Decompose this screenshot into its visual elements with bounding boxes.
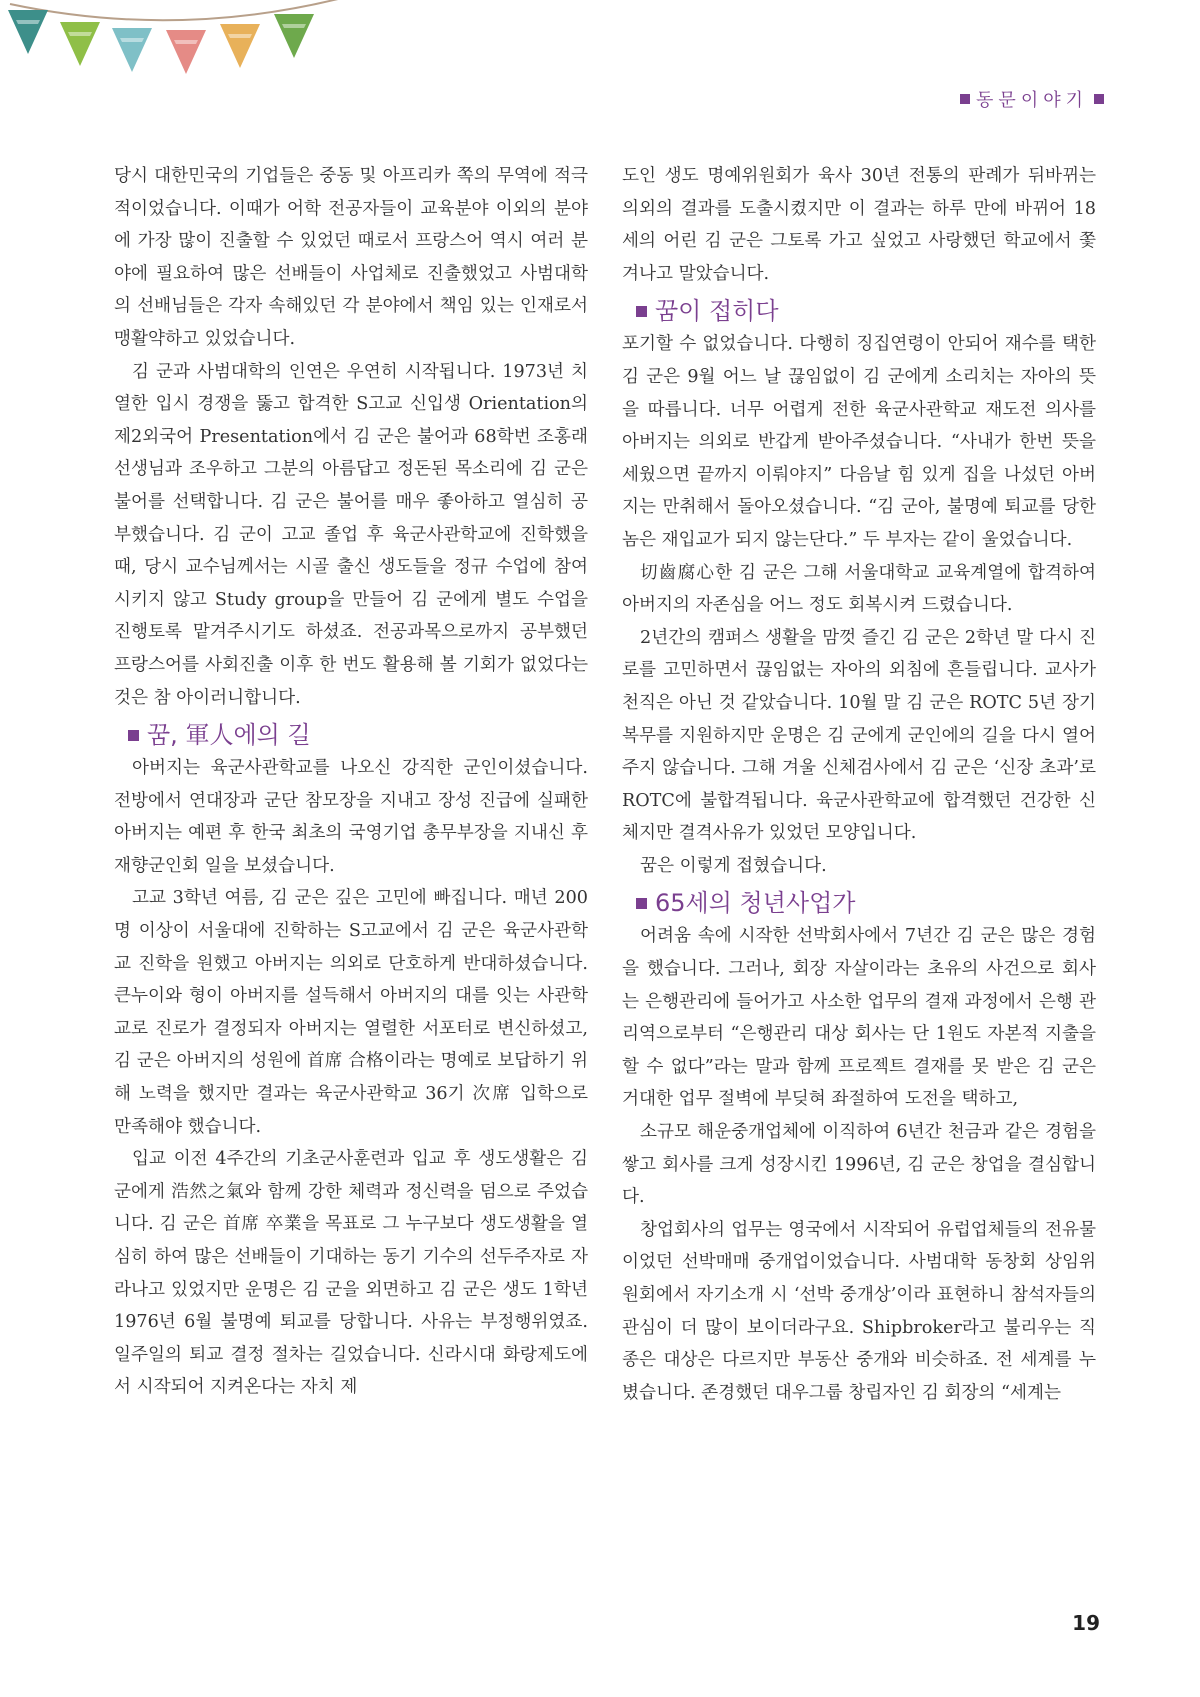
bunting-flag-pattern [68,32,92,36]
bunting-flag-pattern [120,38,144,42]
paragraph: 아버지는 육군사관학교를 나오신 강직한 군인이셨습니다. 전방에서 연대장과 군단 참모장을 지내고 장성 진급에 실패한 아버지는 예편 후 한국 최초의 국영기업 총무부장을 지내신 후 재향군인회 일을 보셨습니다. [114,758,588,876]
paragraph: 어려움 속에 시작한 선박회사에서 7년간 김 군은 많은 경험을 했습니다. 그러나, 회장 자살이라는 초유의 사건으로 회사는 은행관리에 들어가고 사소한 업무의 결재 과정에서 은행 관리역으로부터 “은행관리 대상 회사는 단 1원도 자본적 지출을 할 수 없다”라는 말과 함께 프로젝트 결재를 못 받은 김 군은 거대한 업무 절벽에 부딪혀 좌절하여 도전을 택하고, [622,926,1096,1110]
paragraph: 창업회사의 업무는 영국에서 시작되어 유럽업체들의 전유물이었던 선박매매 중개업이었습니다. 사범대학 동창회 상임위원회에서 자기소개 시 ‘선박 중개상’이라 표현하니 참석자들의 관심이 더 많이 보이더라구요. Shipbroker라고 불리우는 직종은 대상은 다르지만 부동산 중개와 비슷하죠. 전 세계를 누볐습니다. 존경했던 대우그룹 창립자인 김 회장의 “세계는 [622,1219,1096,1403]
heading-marker [636,898,647,909]
right-column [622,160,1096,1409]
paragraph: 切齒腐心한 김 군은 그해 서울대학교 교육계열에 합격하여 아버지의 자존심을 어느 정도 회복시켜 드렸습니다. [622,562,1096,616]
section-tag-label: 동문이야기 [976,90,1088,111]
bunting-flag-pattern [282,24,306,28]
bunting-flag [274,14,314,58]
section-heading [622,886,1096,920]
paragraph: 포기할 수 없었습니다. 다행히 징집연령이 안되어 재수를 택한 김 군은 9월 어느 날 끊임없이 김 군에게 소리치는 자아의 뜻을 따릅니다. 너무 어렵게 전한 육군사관학교 재도전 의사를 아버지는 의외로 반갑게 받아주셨습니다. “사내가 한번 뜻을 세웠으면 끝까지 이뤄야지” 다음날 힘 있게 집을 나섰던 아버지는 만취해서 돌아오셨습니다. “김 군아, 불명예 퇴교를 당한 놈은 재입교가 되지 않는단다.” 두 부자는 같이 울었습니다. [622,334,1096,550]
bunting-flag [8,10,48,54]
heading-marker [636,306,647,317]
paragraph: 김 군과 사범대학의 인연은 우연히 시작됩니다. 1973년 치열한 입시 경쟁을 뚫고 합격한 S고교 신입생 Orientation의 제2외국어 Presentation에서 김 군은 불어과 68학번 조홍래 선생님과 조우하고 그분의 아름답고 정돈된 목소리에 김 군은 불어를 선택합니다. 김 군은 불어를 매우 좋아하고 열심히 공부했습니다. 김 군이 고교 졸업 후 육군사관학교에 진학했을 때, 당시 교수님께서는 시골 출신 생도들을 정규 수업에 참여시키지 않고 Study group을 만들어 김 군에게 별도 수업을 진행토록 맡겨주시기도 하셨죠. 전공과목으로까지 공부했던 프랑스어를 사회진출 이후 한 번도 활용해 볼 기회가 없었다는 것은 참 아이러니합니다. [114,361,588,708]
section-tag [960,86,1104,112]
heading-text: 꿈이 접히다 [655,297,779,326]
bunting-flag [166,30,206,74]
paragraph: 입교 이전 4주간의 기초군사훈련과 입교 후 생도생활은 김 군에게 浩然之氣와 함께 강한 체력과 정신력을 덤으로 주었습니다. 김 군은 首席 卒業을 목표로 그 누구보다 생도생활을 열심히 하여 많은 선배들이 기대하는 동기 기수의 선두주자로 자라나고 있었지만 운명은 김 군을 외면하고 김 군은 생도 1학년 1976년 6월 불명예 퇴교를 당합니다. 사유는 부정행위였죠. 일주일의 퇴교 결정 절차는 길었습니다. 신라시대 화랑제도에서 시작되어 지켜온다는 자치 제 [114,1149,588,1398]
bunting-flag-pattern [174,40,198,44]
section-tag-marker-left [960,94,970,104]
paragraph: 도인 생도 명예위원회가 육사 30년 전통의 판례가 뒤바뀌는 의외의 결과를 도출시켰지만 이 결과는 하루 만에 바뀌어 18세의 어린 김 군은 그토록 가고 싶었고 사랑했던 학교에서 쫓겨나고 말았습니다. [622,166,1096,284]
paragraph: 고교 3학년 여름, 김 군은 깊은 고민에 빠집니다. 매년 200명 이상이 서울대에 진학하는 S고교에서 김 군은 육군사관학교 진학을 원했고 아버지는 의외로 단호하게 반대하셨습니다. 큰누이와 형이 아버지를 설득해서 아버지의 대를 잇는 사관학교로 진로가 결정되자 아버지는 열렬한 서포터로 변신하셨고, 김 군은 아버지의 성원에 首席 合格이라는 명예로 보답하기 위해 노력을 했지만 결과는 육군사관학교 36기 次席 입학으로 만족해야 했습니다. [114,888,588,1137]
section-heading [622,294,1096,328]
bunting-flag-pattern [228,34,252,38]
heading-marker [128,730,139,741]
heading-text: 꿈, 軍人에의 길 [147,721,311,750]
section-heading [114,718,588,752]
paragraph: 2년간의 캠퍼스 생활을 맘껏 즐긴 김 군은 2학년 말 다시 진로를 고민하면서 끊임없는 자아의 외침에 흔들립니다. 교사가 천직은 아닌 것 같았습니다. 10월 말 김 군은 ROTC 5년 장기복무를 지원하지만 운명은 김 군에게 군인에의 길을 다시 열어주지 않습니다. 그해 겨울 신체검사에서 김 군은 ‘신장 초과’로 ROTC에 불합격됩니다. 육군사관학교에 합격했던 건강한 신체지만 결격사유가 있었던 모양입니다. [622,627,1096,844]
page-number: 19 [1072,1611,1100,1635]
bunting-flag [112,28,152,72]
paragraph: 당시 대한민국의 기업들은 중동 및 아프리카 쪽의 무역에 적극적이었습니다. 이때가 어학 전공자들이 교육분야 이외의 분야에 가장 많이 진출할 수 있었던 때로서 프랑스어 역시 여러 분야에 필요하여 많은 선배들이 사업체로 진출했었고 사범대학의 선배님들은 각자 속해있던 각 분야에서 책임 있는 인재로서 맹활약하고 있었습니다. [114,166,588,349]
section-tag-marker-right [1094,94,1104,104]
bunting-flag-pattern [16,20,40,24]
bunting-decoration [0,0,370,100]
heading-text: 65세의 청년사업가 [655,889,856,918]
paragraph: 꿈은 이렇게 접혔습니다. [640,855,827,876]
bunting-flag [220,24,260,68]
paragraph: 소규모 해운중개업체에 이직하여 6년간 천금과 같은 경험을 쌓고 회사를 크게 성장시킨 1996년, 김 군은 창업을 결심합니다. [622,1122,1096,1208]
bunting-flag [60,22,100,66]
left-column [114,160,588,1404]
